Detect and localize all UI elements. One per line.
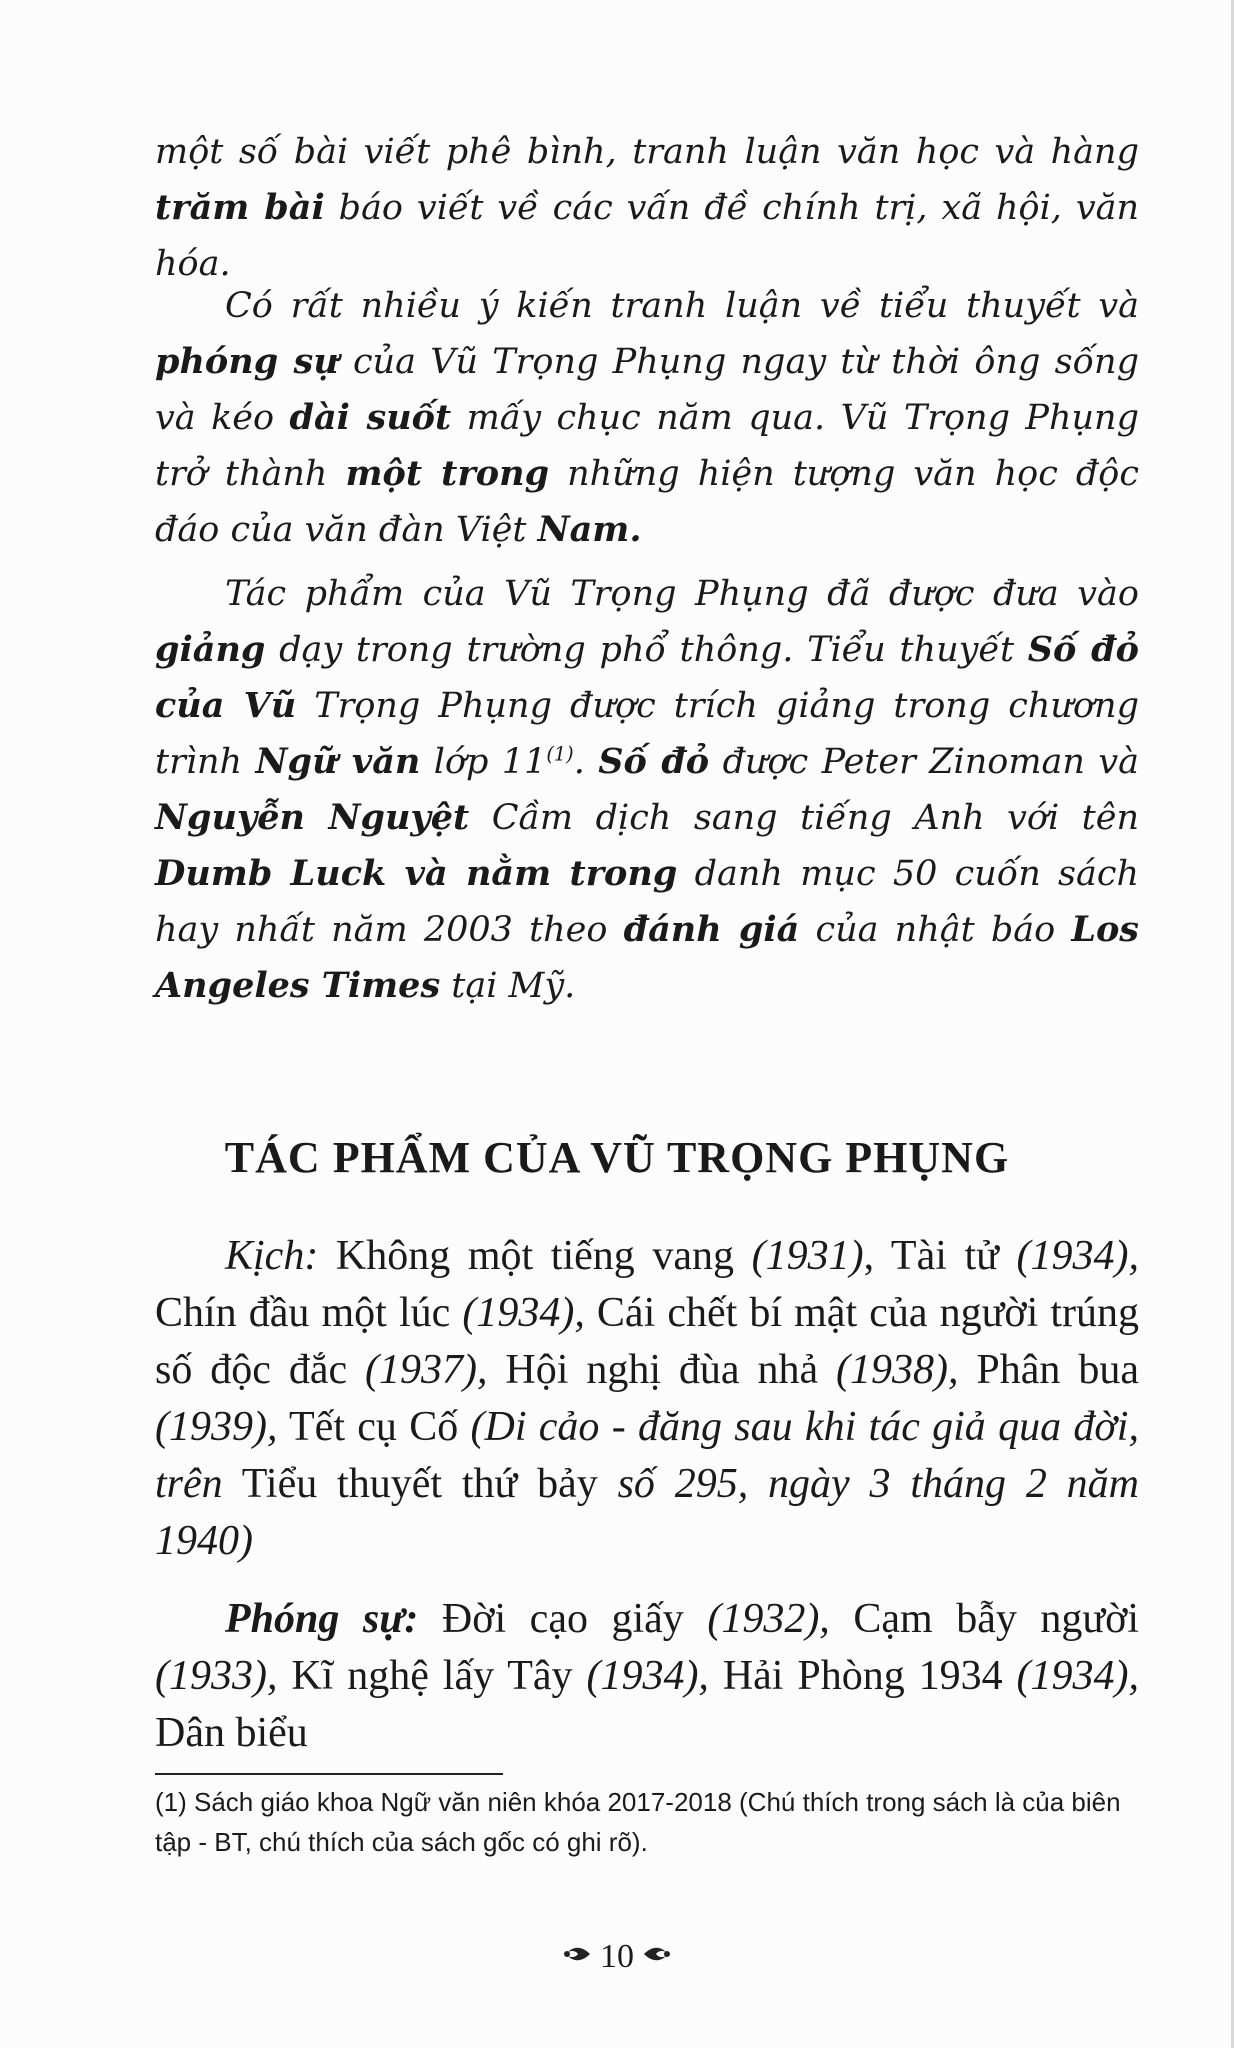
category-label: Kịch: (225, 1233, 319, 1279)
text-run-bold: trăm bài (155, 187, 325, 228)
text-run: được Peter Zinoman và (709, 742, 1140, 782)
paragraph-3 (155, 566, 1139, 1014)
text-run: Dân biểu (155, 1710, 308, 1756)
category-label: Phóng sự: (225, 1596, 419, 1642)
footnote-marker: (1) (546, 742, 574, 766)
text-run: những hiện tượng văn học độc đáo của văn đàn Việt (155, 454, 1139, 550)
text-run: một số bài viết phê bình, tranh luận văn học và hàng (155, 132, 1139, 172)
text-run: . (573, 742, 599, 782)
year: (1933), (155, 1653, 278, 1699)
book-title-dumb-luck: Dumb Luck (155, 853, 387, 894)
year: (1932), (707, 1596, 830, 1642)
page-number: 10 (600, 1938, 634, 1976)
section-heading: TÁC PHẨM CỦA VŨ TRỌNG PHỤNG (224, 1133, 1010, 1182)
text-run: báo viết về các vấn đề chính trị, xã hội, văn hóa. (155, 188, 1140, 284)
text-run-bold: đánh giá (623, 909, 800, 950)
text-run-bold: Nguyễn Nguyệt (155, 797, 470, 838)
book-title-so-do: Số đỏ của Vũ (155, 629, 1140, 726)
newspaper-name: Los Angeles Times (155, 909, 1140, 1006)
text-run-italic: (Di cảo - đăng sau khi tác giả qua đời, trên (155, 1404, 1139, 1507)
page-folio (0, 1936, 1234, 1976)
text-run: Tiểu thuyết thứ bảy (222, 1461, 618, 1507)
paragraph-1 (155, 124, 1139, 292)
year: (1939), (155, 1404, 278, 1450)
year: (1937), (365, 1347, 488, 1393)
text-run: Tác phẩm của Vũ Trọng Phụng đã được đưa vào (225, 574, 1139, 614)
text-run: lớp 11 (420, 742, 547, 782)
text-run: Cái chết bí mật của người trúng số độc đắc (155, 1290, 1139, 1393)
text-run-bold: phóng sự (155, 341, 339, 382)
text-run: Phân bua (958, 1347, 1139, 1393)
text-run: Hải Phòng 1934 (708, 1653, 1017, 1699)
year: (1934), (462, 1290, 585, 1336)
paragraph-2 (155, 278, 1139, 558)
floral-ornament-icon (642, 1942, 672, 1973)
text-run: danh mục 50 cuốn sách hay nhất năm 2003 theo (155, 854, 1140, 950)
footnote: (1) Sách giáo khoa Ngữ văn niên khóa 2017-2018 (Chú thích trong sách là của biên tập - BT, chú thích của sách gốc có ghi rõ). (155, 1787, 1121, 1857)
text-run: dạy trong trường phổ thông. Tiểu thuyết (265, 630, 1028, 670)
text-run: Chín đầu một lúc (155, 1290, 463, 1336)
works-reportage (155, 1591, 1139, 1762)
footnote-rule (155, 1773, 503, 1775)
text-run: Tết cụ Cố (277, 1404, 471, 1450)
text-run-bold: Ngữ văn (255, 741, 421, 782)
text-run: của Vũ Trọng Phụng ngay từ thời ông sống và kéo (155, 342, 1139, 438)
text-run-bold: Nam. (537, 509, 642, 550)
year: (1934), (1016, 1233, 1139, 1279)
text-run: Trọng Phụng được trích giảng trong chương trình (155, 686, 1139, 782)
text-run: mấy chục năm qua. Vũ Trọng Phụng trở thành (155, 398, 1139, 494)
text-run: Đời cạo giấy (418, 1596, 708, 1642)
text-run-bold: dài suốt (289, 397, 452, 438)
text-run: Hội nghị đùa nhả (487, 1347, 837, 1393)
text-run: Kĩ nghệ lấy Tây (277, 1653, 587, 1699)
floral-ornament-icon (562, 1942, 592, 1973)
year: (1934), (1016, 1653, 1139, 1699)
text-run-bold: giảng (155, 629, 266, 670)
text-run-italic: số 295, ngày 3 tháng 2 năm 1940) (155, 1461, 1139, 1564)
year: (1931) (751, 1233, 864, 1279)
text-run: , Tài tử (863, 1233, 1017, 1279)
text-run: Có rất nhiều ý kiến tranh luận về tiểu thuyết và (225, 286, 1139, 326)
text-run: Cạm bẫy người (829, 1596, 1140, 1642)
text-run: của nhật báo (799, 910, 1072, 950)
text-run-bold: một trong (345, 453, 550, 494)
book-title-so-do: Số đỏ (598, 741, 710, 782)
year: (1934), (586, 1653, 709, 1699)
text-run-bold: và nằm trong (386, 853, 678, 894)
text-run: tại Mỹ. (440, 966, 576, 1006)
year: (1938), (836, 1347, 959, 1393)
works-drama (155, 1228, 1139, 1570)
text-run: Cầm dịch sang tiếng Anh với tên (469, 798, 1139, 838)
text-run: Không một tiếng vang (318, 1233, 752, 1279)
